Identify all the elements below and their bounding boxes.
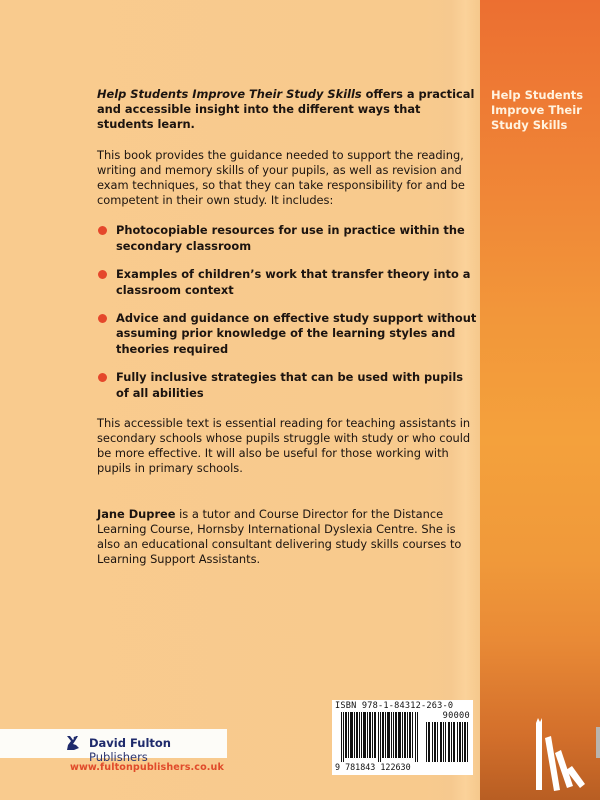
intro-paragraph <box>97 87 477 133</box>
feature-text: Advice and guidance on effective study support without assuming prior knowledge of the learning styles and theories required <box>116 311 477 356</box>
description-paragraph: This book provides the guidance needed to support the reading, writing and memory skills of your pupils, as well as revision and exam techniques, so that they can take responsibility for and be competent in their own study. It includes: <box>97 147 465 208</box>
book-title: Help Students Improve Their Study Skills <box>97 87 362 101</box>
publisher-name-bold: David Fulton <box>89 736 171 750</box>
side-title-line: Help Students <box>491 88 584 102</box>
bullet-dot-icon <box>98 270 107 279</box>
intro-text: offers a practical and accessible insight into the different ways that students learn. <box>97 87 475 132</box>
feature-list <box>97 223 477 400</box>
feature-item <box>97 370 477 400</box>
bullet-dot-icon <box>98 373 107 382</box>
bullet-dot-icon <box>98 314 107 323</box>
addon-barcode-bars <box>426 722 468 762</box>
price-code: 90000 <box>442 711 470 721</box>
publisher-name <box>89 736 227 764</box>
author-bio-text: is a tutor and Course Director for the Distance Learning Course, Hornsby International Dyslexia Centre. She is also an educational consultant delivering study skills courses to Learning Support Assistants. <box>97 506 462 567</box>
blurb-content <box>97 87 477 582</box>
falling-books-logo-icon <box>536 718 586 793</box>
author-bio <box>97 507 477 568</box>
side-band-title <box>491 88 596 133</box>
feature-text: Examples of children’s work that transfer theory into a classroom context <box>116 267 471 297</box>
feature-item <box>97 311 477 357</box>
publisher-name-light: Publishers <box>89 750 148 764</box>
barcode-bars <box>341 712 421 762</box>
feature-item <box>97 223 477 253</box>
side-title-line: Study Skills <box>491 118 568 132</box>
kneeling-figure-icon <box>66 735 80 751</box>
feature-text: Photocopiable resources for use in practice within the secondary classroom <box>116 223 465 253</box>
bullet-dot-icon <box>98 226 107 235</box>
ean-digits: 9 781843 122630 <box>335 762 411 772</box>
isbn-barcode <box>332 700 473 775</box>
feature-item <box>97 267 477 297</box>
edge-tab <box>596 727 600 758</box>
publisher-logo-band <box>0 729 227 764</box>
isbn-number: ISBN 978-1-84312-263-0 <box>335 701 454 711</box>
publisher-url[interactable]: www.fultonpublishers.co.uk <box>70 762 224 773</box>
side-title-line: Improve Their <box>491 103 582 117</box>
audience-paragraph: This accessible text is essential reading for teaching assistants in secondary schools whose pupils struggle with study or who could be more effective. It will also be useful for those working with pupils in primary schools. <box>97 415 471 476</box>
author-name: Jane Dupree <box>97 506 176 521</box>
feature-text: Fully inclusive strategies that can be used with pupils of all abilities <box>116 370 464 400</box>
